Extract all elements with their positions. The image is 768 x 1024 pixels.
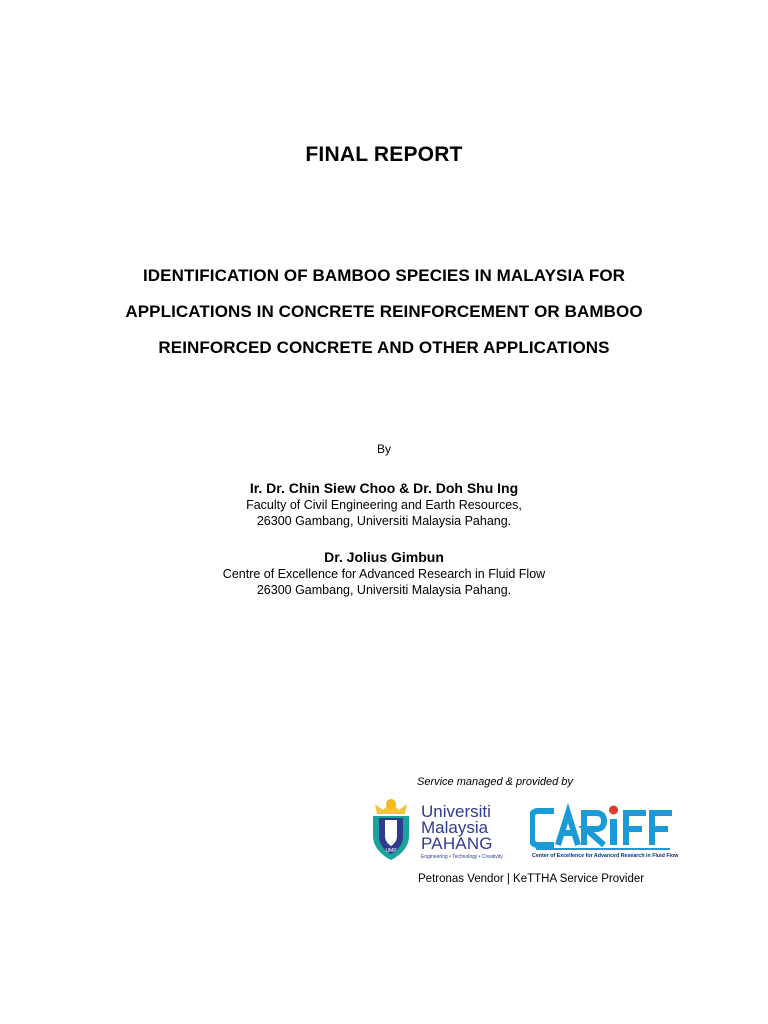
author-address: 26300 Gambang, Universiti Malaysia Pahang. bbox=[256, 583, 512, 597]
ump-logo bbox=[369, 796, 509, 866]
final-report-heading: FINAL REPORT bbox=[305, 143, 463, 166]
report-title-line: REINFORCED CONCRETE AND OTHER APPLICATIONS bbox=[158, 338, 610, 357]
ump-wordmark bbox=[421, 804, 493, 852]
author-block-1 bbox=[0, 479, 768, 529]
service-provided-label: Service managed & provided by bbox=[417, 776, 573, 788]
ump-line-1: Universiti bbox=[421, 802, 491, 821]
report-title bbox=[0, 258, 768, 366]
report-title-line: IDENTIFICATION OF BAMBOO SPECIES IN MALAYSIA FOR bbox=[142, 266, 626, 285]
author-affiliation: Faculty of Civil Engineering and Earth Resources, bbox=[246, 498, 522, 512]
cariff-wordmark-icon bbox=[530, 803, 675, 851]
report-title-line: APPLICATIONS IN CONCRETE REINFORCEMENT OR BAMBOO bbox=[125, 302, 643, 321]
cariff-logo bbox=[530, 803, 679, 865]
author-address: 26300 Gambang, Universiti Malaysia Pahang. bbox=[256, 514, 512, 528]
author-name: Ir. Dr. Chin Siew Choo & Dr. Doh Shu Ing bbox=[249, 480, 519, 496]
ump-line-3: PAHANG bbox=[421, 834, 493, 853]
author-block-2 bbox=[0, 548, 768, 598]
ump-line-2: Malaysia bbox=[421, 818, 489, 837]
author-name: Dr. Jolius Gimbun bbox=[324, 549, 444, 565]
ump-tagline: Engineering • Technology • Creativity bbox=[421, 854, 503, 860]
by-label: By bbox=[376, 442, 391, 456]
cariff-subtitle: Center of Excellence for Advanced Research in Fluid Flow bbox=[532, 853, 679, 859]
svg-text:UMP: UMP bbox=[385, 848, 397, 854]
ump-shield-icon bbox=[369, 796, 413, 862]
vendor-label: Petronas Vendor | KeTTHA Service Provider bbox=[418, 873, 645, 885]
author-affiliation: Centre of Excellence for Advanced Research in Fluid Flow bbox=[222, 567, 546, 581]
